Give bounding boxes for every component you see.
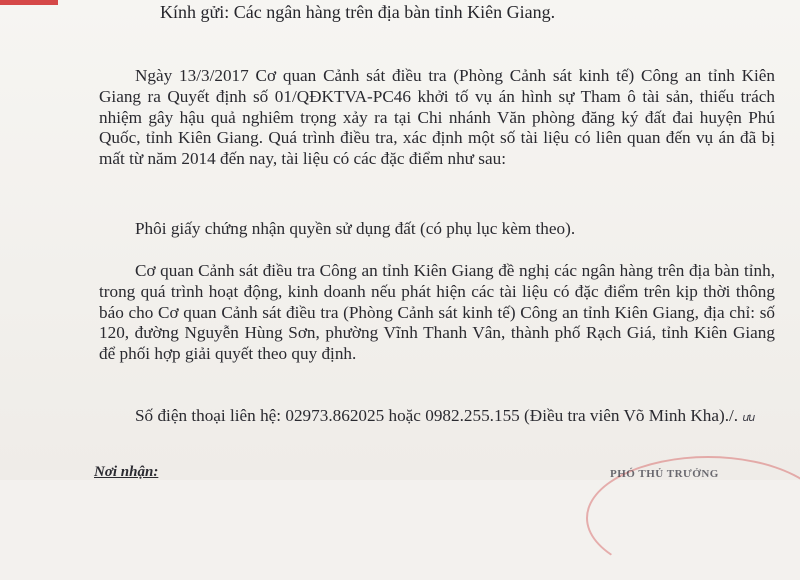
salutation: Kính gửi: Các ngân hàng trên địa bàn tỉnh Kiên Giang.: [160, 2, 556, 22]
contact-text: Số điện thoại liên hệ: 02973.862025 hoặc 0982.255.155 (Điều tra viên Võ Minh Kha)./.: [135, 406, 739, 425]
red-header-mark: [0, 0, 58, 5]
paragraph-contact: [99, 406, 775, 429]
handwritten-initials: ưu: [742, 411, 755, 424]
recipients-label: Nơi nhận:: [94, 464, 159, 480]
signer-title: PHÓ THỦ TRƯỞNG: [610, 468, 719, 480]
paragraph-request: Cơ quan Cảnh sát điều tra Công an tỉnh Kiên Giang đề nghị các ngân hàng trên địa bàn tỉnh, trong quá trình hoạt động, kinh doanh nếu phát hiện các tài liệu có đặc điểm trên kịp thời thông báo cho Cơ quan Cảnh sát điều tra (Phòng Cảnh sát kinh tế) Công an tỉnh Kiên Giang, địa chỉ: số 120, đường Nguyễn Hùng Sơn, phường Vĩnh Thanh Vân, thành phố Rạch Giá, tỉnh Kiên Giang để phối hợp giải quyết theo quy định.: [99, 261, 775, 364]
paragraph-document-description: Phôi giấy chứng nhận quyền sử dụng đất (có phụ lục kèm theo).: [135, 219, 576, 238]
paragraph-investigation: Ngày 13/3/2017 Cơ quan Cảnh sát điều tra (Phòng Cảnh sát kinh tế) Công an tỉnh Kiên Giang ra Quyết định số 01/QĐKTVA-PC46 khởi tố vụ án hình sự Tham ô tài sản, thiếu trách nhiệm gây hậu quả nghiêm trọng xảy ra tại Chi nhánh Văn phòng đăng ký đất đai huyện Phú Quốc, tỉnh Kiên Giang. Quá trình điều tra, xác định một số tài liệu có liên quan đến vụ án đã bị mất từ năm 2014 đến nay, tài liệu có các đặc điểm như sau:: [99, 66, 775, 169]
